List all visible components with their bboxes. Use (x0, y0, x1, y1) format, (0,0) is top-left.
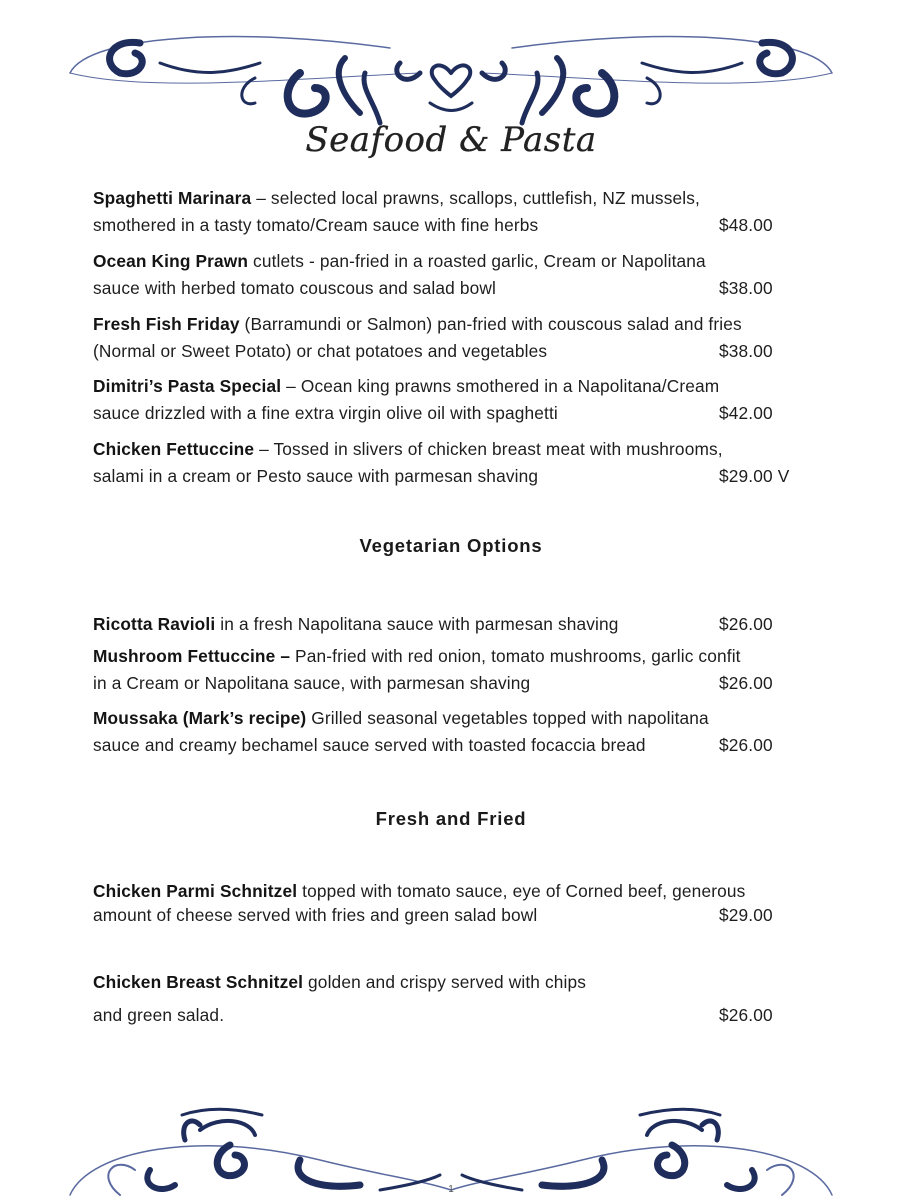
item-price: $26.00 (719, 614, 773, 634)
item-price: $42.00 (719, 403, 773, 423)
item-description: sauce and creamy bechamel sauce served with toasted focaccia bread (93, 735, 646, 755)
item-price: $48.00 (719, 215, 773, 235)
menu-item-chicken-breast-schnitzel (93, 966, 813, 1032)
item-description: in a fresh Napolitana sauce with parmesan shaving (215, 614, 619, 634)
item-description: (Normal or Sweet Potato) or chat potatoes and vegetables (93, 341, 548, 361)
item-description: salami in a cream or Pesto sauce with parmesan shaving (93, 466, 539, 486)
item-description: sauce with herbed tomato couscous and salad bowl (93, 278, 496, 298)
item-description: Pan-fried with red onion, tomato mushrooms, garlic confit (290, 646, 741, 666)
item-name: Dimitri’s Pasta Special (93, 376, 282, 396)
item-description: in a Cream or Napolitana sauce, with parmesan shaving (93, 673, 531, 693)
item-name: Mushroom Fettuccine – (93, 646, 291, 666)
menu-item-ocean-king-prawn (93, 248, 813, 302)
item-price: $26.00 (719, 1005, 773, 1025)
item-description: Grilled seasonal vegetables topped with napolitana (306, 708, 709, 728)
item-description: cutlets - pan-fried in a roasted garlic, Cream or Napolitana (248, 251, 706, 271)
item-description: smothered in a tasty tomato/Cream sauce with fine herbs (93, 215, 539, 235)
menu-item-spaghetti-marinara (93, 185, 813, 239)
section-heading-vegetarian: Vegetarian Options (359, 535, 543, 556)
item-description: (Barramundi or Salmon) pan-fried with couscous salad and fries (239, 314, 742, 334)
item-description: – selected local prawns, scallops, cuttlefish, NZ mussels, (251, 188, 701, 208)
item-price: $38.00 (719, 278, 773, 298)
item-name: Ricotta Ravioli (93, 614, 216, 634)
item-name: Moussaka (Mark’s recipe) (93, 708, 307, 728)
page-title: Seafood & Pasta (305, 120, 597, 160)
item-description: golden and crispy served with chips (303, 972, 587, 992)
menu-item-moussaka (93, 705, 813, 759)
item-price: $38.00 (719, 341, 773, 361)
item-description: amount of cheese served with fries and green salad bowl (93, 905, 538, 925)
item-description: – Tossed in slivers of chicken breast meat with mushrooms, (254, 439, 723, 459)
item-name: Chicken Fettuccine (93, 439, 255, 459)
item-name: Spaghetti Marinara (93, 188, 252, 208)
menu-item-chicken-fettuccine (93, 436, 813, 490)
item-price: $29.00 (719, 905, 773, 925)
section-heading-fresh-and-fried: Fresh and Fried (375, 808, 527, 829)
item-name: Ocean King Prawn (93, 251, 249, 271)
item-description: and green salad. (93, 1005, 225, 1025)
menu-item-dimitris-pasta-special (93, 373, 813, 427)
item-name: Fresh Fish Friday (93, 314, 240, 334)
item-name: Chicken Breast Schnitzel (93, 972, 304, 992)
item-price: $26.00 (719, 735, 773, 755)
item-description: – Ocean king prawns smothered in a Napolitana/Cream (281, 376, 720, 396)
menu-item-ricotta-ravioli (93, 611, 813, 638)
item-description: topped with tomato sauce, eye of Corned beef, generous (297, 881, 746, 901)
item-description: sauce drizzled with a fine extra virgin olive oil with spaghetti (93, 403, 558, 423)
page-number: 1 (448, 1184, 454, 1195)
menu-item-fresh-fish-friday (93, 311, 813, 365)
swirl-ornament-top-icon (0, 18, 902, 128)
item-price: $26.00 (719, 673, 773, 693)
item-name: Chicken Parmi Schnitzel (93, 881, 298, 901)
menu-item-mushroom-fettuccine (93, 643, 813, 697)
item-price: $29.00 V (719, 466, 790, 486)
menu-item-chicken-parmi-schnitzel (93, 879, 813, 927)
